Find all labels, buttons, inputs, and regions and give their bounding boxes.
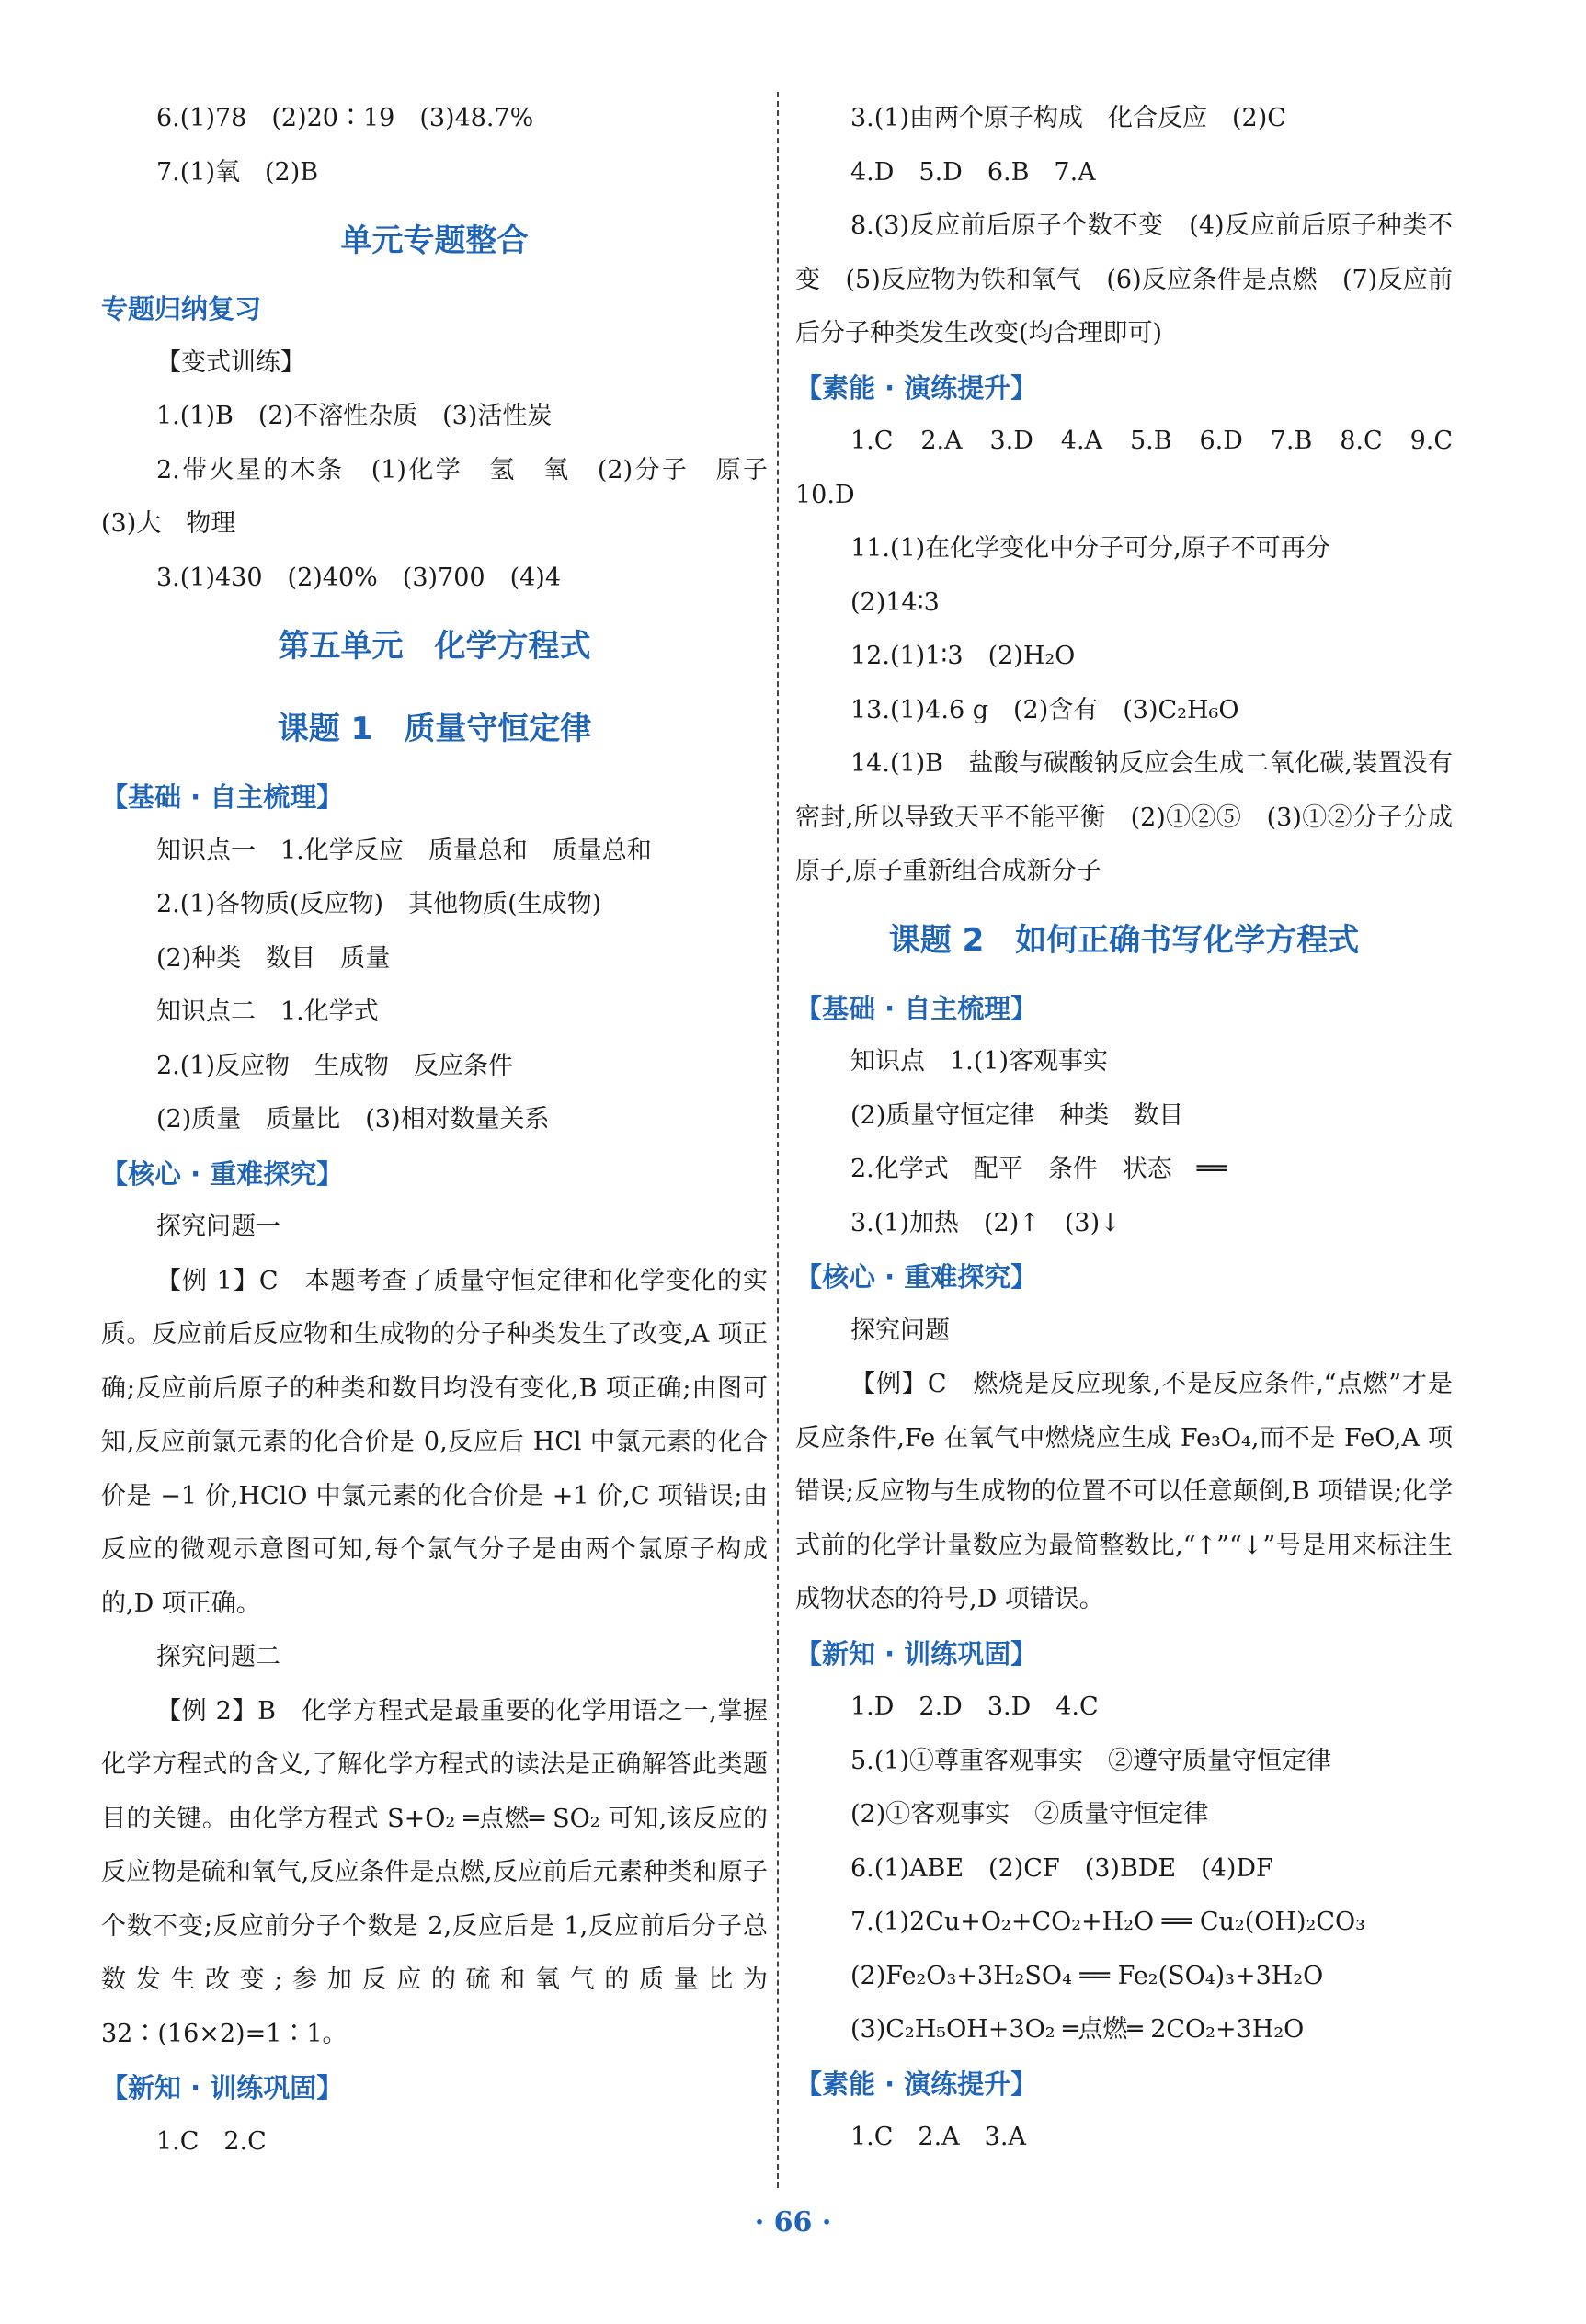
answer-line: 8.(3)反应前后原子个数不变 (4)反应前后原子种类不变 (5)反应物为铁和氧气 (6)反应条件是点燃 (7)反应前后分子种类发生改变(均合理即可) xyxy=(795,211,1453,347)
answer-line: 1.C 2.A 3.D 4.A 5.B 6.D 7.B 8.C 9.C 10.D xyxy=(795,427,1478,509)
answer-subline: (2)①客观事实 ②质量守恒定律 xyxy=(850,1800,1209,1828)
answer-line: 4.D 5.D 6.B 7.A xyxy=(850,157,1096,187)
answer-line: 【例】C 燃烧是反应现象,不是反应条件,“点燃”才是反应条件,Fe 在氧气中燃烧应生成 Fe₃O₄,而不是 FeO,A 项错误;反应物与生成物的位置不可以任意颠倒,B 项错误;化学式前的化学计量数应为最简整数比,“↑”“↓”号是用来标注生成物状态的符号,D 项错误。 xyxy=(795,1370,1453,1613)
section-heading: 【新知 · 训练巩固】 xyxy=(795,1637,1038,1669)
answer-line: 知识点一 1.化学反应 质量总和 质量总和 xyxy=(156,836,652,865)
answer-line: 1.D 2.D 3.D 4.C xyxy=(850,1692,1099,1721)
answer-subline: (2)质量 质量比 (3)相对数量关系 xyxy=(156,1105,550,1134)
answer-line: 探究问题二 xyxy=(156,1643,280,1671)
answer-line: 1.C 2.A 3.A xyxy=(850,2123,1026,2151)
answer-subline: 2.(1)各物质(反应物) 其他物质(生成物) xyxy=(156,890,602,918)
column-divider xyxy=(777,92,779,2188)
answer-line: 14.(1)B 盐酸与碳酸钠反应会生成二氧化碳,装置没有密封,所以导致天平不能平衡 (2)①②⑤ (3)①②分子分成原子,原子重新组合成新分子 xyxy=(795,749,1453,885)
answer-subline: (2)种类 数目 质量 xyxy=(156,943,391,973)
left-column xyxy=(101,92,793,2169)
section-heading: 【新知 · 训练巩固】 xyxy=(101,2072,344,2103)
section-heading: 【核心 · 重难探究】 xyxy=(795,1261,1038,1293)
answer-subline: (2)14∶3 xyxy=(850,587,940,617)
chapter-title: 单元专题整合 xyxy=(340,222,529,259)
answer-line: 11.(1)在化学变化中分子可分,原子不可再分 xyxy=(850,534,1330,563)
answer-line: 7.(1)氧 (2)B xyxy=(156,157,319,187)
answer-line: 3.(1)加热 (2)↑ (3)↓ xyxy=(850,1208,1121,1237)
right-column xyxy=(795,92,1478,2165)
answer-subline: (2)质量守恒定律 种类 数目 xyxy=(850,1100,1184,1130)
answer-line: 知识点 1.(1)客观事实 xyxy=(850,1047,1109,1076)
answer-line: 1.(1)B (2)不溶性杂质 (3)活性炭 xyxy=(156,402,553,430)
answer-line: 5.(1)①尊重客观事实 ②遵守质量守恒定律 xyxy=(850,1746,1332,1775)
answer-line: 6.(1)ABE (2)CF (3)BDE (4)DF xyxy=(850,1853,1273,1883)
answer-line: 【例 2】B 化学方程式是最重要的化学用语之一,掌握化学方程式的含义,了解化学方程式的读法是正确解答此类题目的关键。由化学方程式 S+O₂ ═点燃═ SO₂ 可知,该反应的反应物是硫和氧气,反应条件是点燃,反应前后元素种类和原子个数不变;反应前分子个数是 2,反应后是 1,反应前后分子总数发生改变;参加反应的硫和氧气的质量比为 32∶(16×2)=1∶1。 xyxy=(101,1696,768,2048)
section-heading: 【基础 · 自主梳理】 xyxy=(101,781,344,813)
answer-line: 7.(1)2Cu+O₂+CO₂+H₂O ══ Cu₂(OH)₂CO₃ xyxy=(850,1908,1365,1936)
page-number: · 66 · xyxy=(754,2206,832,2239)
chapter-title: 课题 2 如何正确书写化学方程式 xyxy=(888,921,1360,959)
section-heading: 【基础 · 自主梳理】 xyxy=(795,992,1038,1024)
answer-line: 知识点二 1.化学式 xyxy=(156,997,379,1026)
answer-subline: (2)Fe₂O₃+3H₂SO₄ ══ Fe₂(SO₄)₃+3H₂O xyxy=(850,1961,1324,1990)
section-heading: 【素能 · 演练提升】 xyxy=(795,2068,1038,2100)
answer-line: 【例 1】C 本题考查了质量守恒定律和化学变化的实质。反应前后反应物和生成物的分子种类发生了改变,A 项正确;反应前后原子的种类和数目均没有变化,B 项正确;由图可知,反应前氯元素的化合价是 0,反应后 HCl 中氯元素的化合价是 −1 价,HClO 中氯元素的化合价是 +1 价,C 项错误;由反应的微观示意图可知,每个氯气分子是由两个氯原子构成的,D 项正确。 xyxy=(101,1266,768,1618)
section-heading: 专题归纳复习 xyxy=(101,293,262,325)
answer-line: 【变式训练】 xyxy=(156,347,305,377)
answer-line: 6.(1)78 (2)20∶19 (3)48.7% xyxy=(156,104,534,132)
answer-line: 2.化学式 配平 条件 状态 ══ xyxy=(850,1155,1227,1183)
answer-line: 探究问题一 xyxy=(156,1213,280,1241)
answer-line: 12.(1)1∶3 (2)H₂O xyxy=(850,642,1076,670)
answer-line: 2.带火星的木条 (1)化学 氢 氧 (2)分子 原子 (3)大 物理 xyxy=(101,455,793,538)
chapter-title: 课题 1 质量守恒定律 xyxy=(277,711,592,747)
answer-line: 13.(1)4.6 g (2)含有 (3)C₂H₆O xyxy=(850,695,1239,724)
section-heading: 【核心 · 重难探究】 xyxy=(101,1157,344,1190)
section-heading: 【素能 · 演练提升】 xyxy=(795,371,1038,404)
answer-line: 3.(1)由两个原子构成 化合反应 (2)C xyxy=(850,104,1286,132)
answer-subline: (3)C₂H₅OH+3O₂ ═点燃═ 2CO₂+3H₂O xyxy=(850,2015,1305,2044)
answer-subline: 2.(1)反应物 生成物 反应条件 xyxy=(156,1051,514,1080)
answer-line: 1.C 2.C xyxy=(156,2126,267,2156)
answer-line: 探究问题 xyxy=(850,1316,950,1345)
chapter-title: 第五单元 化学方程式 xyxy=(278,628,591,665)
answer-line: 3.(1)430 (2)40% (3)700 (4)4 xyxy=(156,563,562,592)
